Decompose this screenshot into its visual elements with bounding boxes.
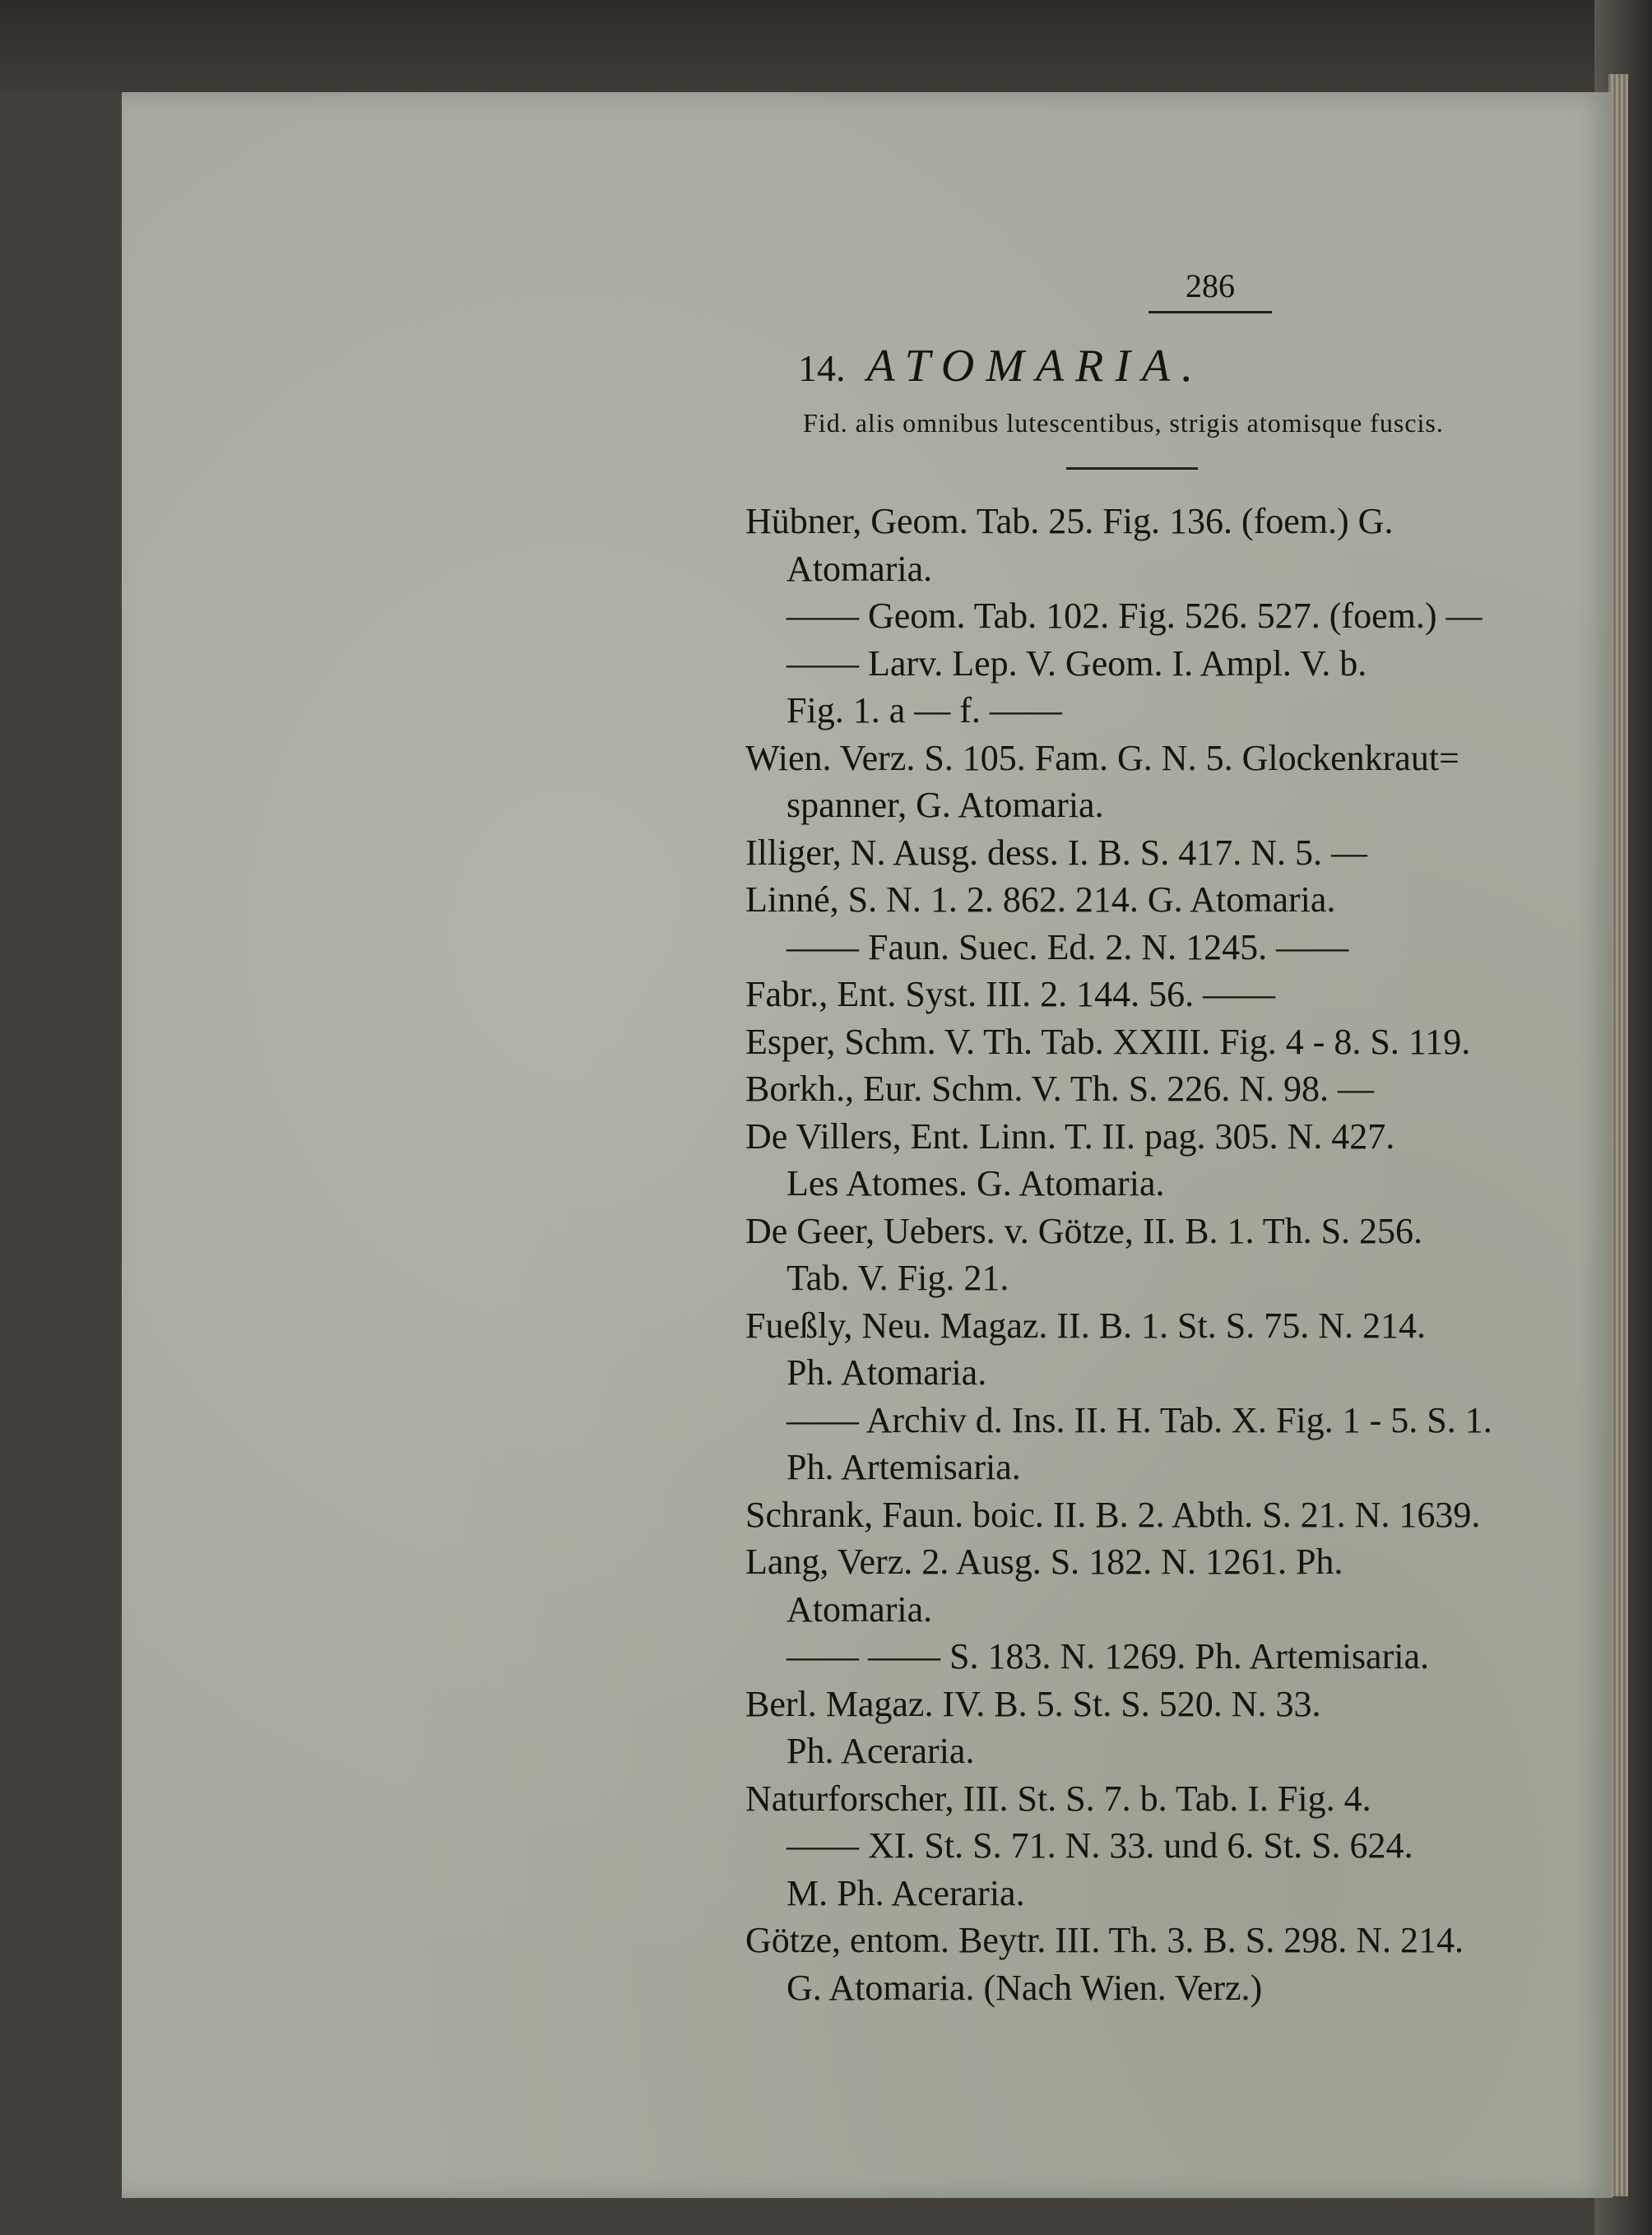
- book-page: [122, 92, 1613, 2198]
- reference-line: —— Archiv d. Ins. II. H. Tab. X. Fig. 1 - 5. S. 1.: [787, 1399, 1492, 1440]
- reference-line: Tab. V. Fig. 21.: [787, 1258, 1009, 1298]
- reference-line: —— —— S. 183. N. 1269. Ph. Artemisaria.: [787, 1636, 1429, 1676]
- reference-line: Fueßly, Neu. Magaz. II. B. 1. St. S. 75. N. 214.: [745, 1305, 1426, 1346]
- entry-number: 14.: [798, 347, 846, 389]
- reference-line: Ph. Aceraria.: [787, 1731, 975, 1771]
- reference-list: [745, 498, 1652, 2011]
- reference-line: —— Geom. Tab. 102. Fig. 526. 527. (foem.) —: [787, 596, 1483, 636]
- reference-line: Ph. Atomaria.: [787, 1352, 987, 1393]
- reference-line: Fabr., Ent. Syst. III. 2. 144. 56. ——: [745, 974, 1276, 1014]
- reference-line: Götze, entom. Beytr. III. Th. 3. B. S. 298. N. 214.: [745, 1920, 1464, 1960]
- reference-line: G. Atomaria. (Nach Wien. Verz.): [787, 1967, 1263, 2008]
- entry-title: [745, 336, 1652, 398]
- reference-line: De Geer, Uebers. v. Götze, II. B. 1. Th. S. 256.: [745, 1210, 1423, 1251]
- reference-line: —— Faun. Suec. Ed. 2. N. 1245. ——: [787, 926, 1349, 967]
- reference-line: Borkh., Eur. Schm. V. Th. S. 226. N. 98. —: [745, 1069, 1374, 1109]
- reference-line: Atomaria.: [787, 1588, 933, 1630]
- reference-line: —— XI. St. S. 71. N. 33. und 6. St. S. 624.: [787, 1825, 1413, 1866]
- reference-line: Wien. Verz. S. 105. Fam. G. N. 5. Glockenkraut=: [745, 737, 1459, 778]
- reference-line: Berl. Magaz. IV. B. 5. St. S. 520. N. 33.: [745, 1683, 1321, 1724]
- page-number: 286: [1186, 267, 1235, 304]
- reference-line: Ph. Artemisaria.: [787, 1447, 1021, 1487]
- reference-line: M. Ph. Aceraria.: [787, 1872, 1025, 1913]
- reference-line: Lang, Verz. 2. Ausg. S. 182. N. 1261. Ph.: [745, 1542, 1343, 1582]
- entry-name: ATOMARIA.: [866, 341, 1205, 392]
- reference-line: spanner, G. Atomaria.: [787, 785, 1104, 825]
- reference-line: De Villers, Ent. Linn. T. II. pag. 305. N. 427.: [745, 1115, 1395, 1157]
- reference-line: —— Larv. Lep. V. Geom. I. Ampl. V. b.: [787, 642, 1367, 684]
- reference-line: Atomaria.: [787, 548, 933, 589]
- page-content: [745, 265, 1652, 2011]
- reference-line: Illiger, N. Ausg. dess. I. B. S. 417. N. 5. —: [745, 832, 1368, 873]
- reference-line: Les Atomes. G. Atomaria.: [787, 1163, 1165, 1203]
- reference-line: Fig. 1. a — f. ——: [787, 690, 1062, 730]
- section-rule: [1066, 467, 1198, 470]
- page-number-rule: [1149, 311, 1272, 313]
- scan-background-top: [0, 0, 1652, 92]
- reference-line: Schrank, Faun. boic. II. B. 2. Abth. S. 21. N. 1639.: [745, 1494, 1481, 1535]
- reference-line: Hübner, Geom. Tab. 25. Fig. 136. (foem.) G.: [745, 501, 1394, 541]
- reference-line: Linné, S. N. 1. 2. 862. 214. G. Atomaria.: [745, 879, 1336, 920]
- reference-line: Esper, Schm. V. Th. Tab. XXIII. Fig. 4 - 8. S. 119.: [745, 1021, 1471, 1062]
- entry-diagnosis: Fid. alis omnibus lutescentibus, strigis atomisque fuscis.: [803, 408, 1444, 438]
- reference-line: Naturforscher, III. St. S. 7. b. Tab. I. Fig. 4.: [745, 1778, 1371, 1819]
